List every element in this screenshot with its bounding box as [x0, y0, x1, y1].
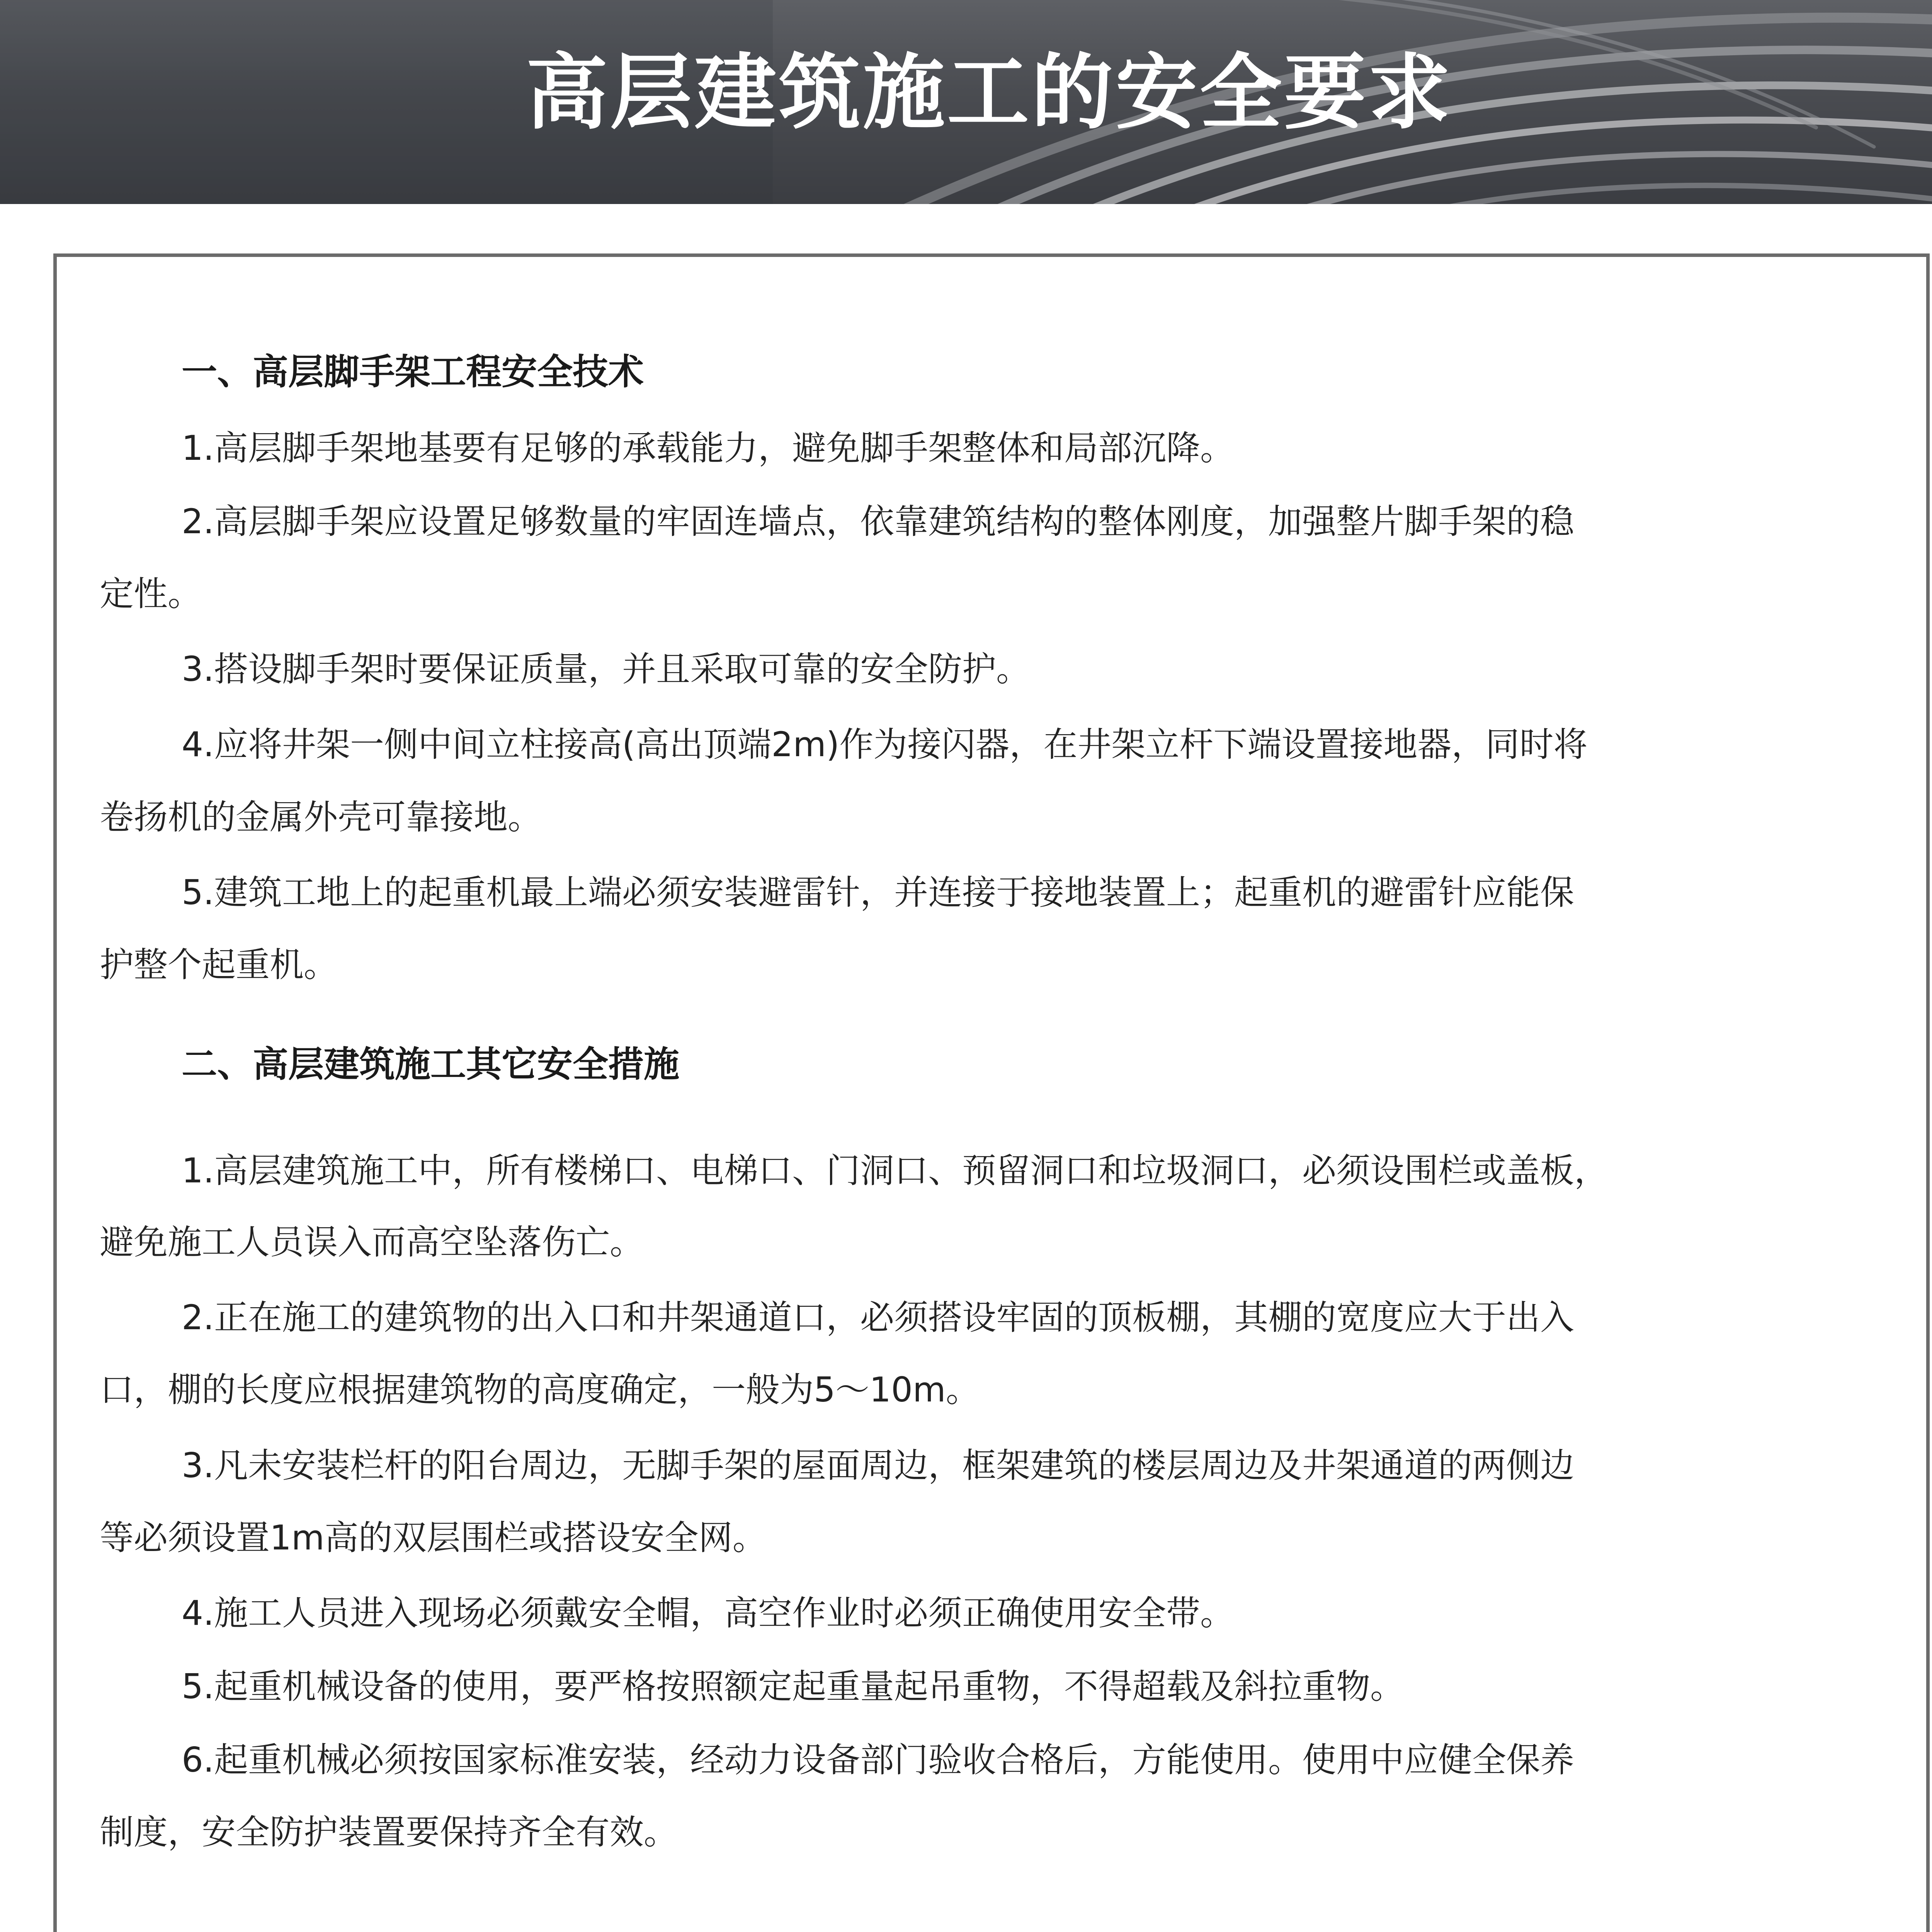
paragraph-line: 口，棚的长度应根据建筑物的高度确定，一般为5～10m。 — [100, 1370, 980, 1410]
paragraph-line: 3.凡未安装栏杆的阳台周边，无脚手架的屋面周边，框架建筑的楼层周边及井架通道的两侧边 — [182, 1446, 1574, 1485]
paragraph-line: 4.应将井架一侧中间立柱接高(高出顶端2m)作为接闪器，在井架立杆下端设置接地器，同时将 — [182, 724, 1588, 764]
paragraph-line: 6.起重机械必须按国家标准安装，经动力设备部门验收合格后，方能使用。使用中应健全保养 — [182, 1740, 1574, 1780]
paragraph-line: 卷扬机的金属外壳可靠接地。 — [100, 797, 542, 837]
paragraph-line: 制度，安全防护装置要保持齐全有效。 — [100, 1812, 678, 1852]
header-banner — [0, 0, 1932, 204]
paragraph-line: 2.正在施工的建筑物的出入口和井架通道口，必须搭设牢固的顶板棚，其棚的宽度应大于出入 — [182, 1298, 1574, 1337]
paragraph-line: 4.施工人员进入现场必须戴安全帽，高空作业时必须正确使用安全带。 — [182, 1593, 1234, 1633]
paragraph-line: 2.高层脚手架应设置足够数量的牢固连墙点，依靠建筑结构的整体刚度，加强整片脚手架的稳 — [182, 502, 1574, 541]
paragraph-line: 避免施工人员误入而高空坠落伤亡。 — [100, 1222, 644, 1262]
section-heading: 二、高层建筑施工其它安全措施 — [182, 1044, 680, 1085]
paragraph-line: 定性。 — [100, 574, 202, 614]
paragraph-line: 等必须设置1m高的双层围栏或搭设安全网。 — [100, 1518, 767, 1558]
paragraph-line: 1.高层脚手架地基要有足够的承载能力，避免脚手架整体和局部沉降。 — [182, 428, 1234, 468]
paragraph-line: 5.起重机械设备的使用，要严格按照额定起重量起吊重物，不得超载及斜拉重物。 — [182, 1667, 1404, 1706]
section-heading: 一、高层脚手架工程安全技术 — [182, 351, 644, 393]
paragraph-line: 3.搭设脚手架时要保证质量，并且采取可靠的安全防护。 — [182, 649, 1030, 689]
paragraph-line: 5.建筑工地上的起重机最上端必须安装避雷针，并连接于接地装置上；起重机的避雷针应能保 — [182, 872, 1574, 912]
page-title: 高层建筑施工的安全要求 — [526, 45, 1452, 140]
paragraph-line: 护整个起重机。 — [100, 945, 338, 985]
paragraph-line: 1.高层建筑施工中，所有楼梯口、电梯口、门洞口、预留洞口和垃圾洞口，必须设围栏或盖板， — [182, 1151, 1608, 1190]
